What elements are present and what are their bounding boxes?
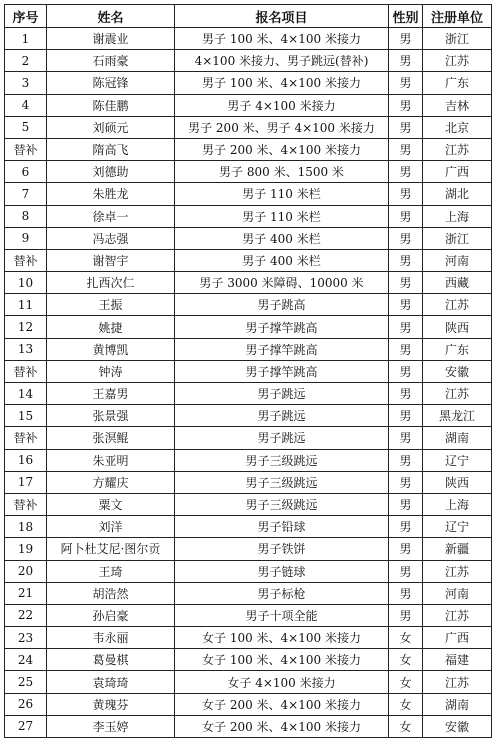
table-row: [5, 671, 492, 693]
table-row: [5, 316, 492, 338]
cell-number: 21: [5, 582, 47, 604]
cell-event: 男子标枪: [175, 582, 389, 604]
cell-name: 朱亚明: [47, 449, 175, 471]
cell-gender: 女: [389, 671, 423, 693]
cell-event: 男子 200 米、4×100 米接力: [175, 138, 389, 160]
cell-name: 陈佳鹏: [47, 94, 175, 116]
header-number: 序号: [5, 5, 47, 28]
cell-event: 男子 3000 米障碍、10000 米: [175, 272, 389, 294]
cell-gender: 男: [389, 316, 423, 338]
cell-gender: 男: [389, 383, 423, 405]
roster-table-container: [4, 4, 491, 738]
cell-event: 男子 200 米、男子 4×100 米接力: [175, 116, 389, 138]
cell-unit: 福建: [423, 649, 492, 671]
cell-event: 男子铁饼: [175, 538, 389, 560]
cell-name: 张溟鲲: [47, 427, 175, 449]
table-row: [5, 205, 492, 227]
cell-gender: 女: [389, 693, 423, 715]
header-row: [5, 5, 492, 28]
cell-name: 谢智宇: [47, 249, 175, 271]
cell-name: 王振: [47, 294, 175, 316]
cell-gender: 男: [389, 138, 423, 160]
cell-number: 替补: [5, 427, 47, 449]
cell-gender: 男: [389, 249, 423, 271]
table-row: [5, 116, 492, 138]
cell-name: 王嘉男: [47, 383, 175, 405]
cell-unit: 江苏: [423, 604, 492, 626]
cell-number: 2: [5, 50, 47, 72]
table-header: [5, 5, 492, 28]
cell-gender: 男: [389, 427, 423, 449]
cell-unit: 新疆: [423, 538, 492, 560]
cell-name: 冯志强: [47, 227, 175, 249]
table-row: [5, 649, 492, 671]
table-row: [5, 249, 492, 271]
cell-gender: 男: [389, 338, 423, 360]
cell-unit: 广西: [423, 627, 492, 649]
table-row: [5, 693, 492, 715]
cell-unit: 上海: [423, 205, 492, 227]
cell-name: 王琦: [47, 560, 175, 582]
table-row: [5, 471, 492, 493]
cell-name: 扎西次仁: [47, 272, 175, 294]
cell-event: 男子 4×100 米接力: [175, 94, 389, 116]
table-row: [5, 405, 492, 427]
table-row: [5, 294, 492, 316]
cell-event: 男子跳远: [175, 427, 389, 449]
cell-gender: 男: [389, 516, 423, 538]
cell-event: 男子铅球: [175, 516, 389, 538]
cell-number: 13: [5, 338, 47, 360]
table-row: [5, 272, 492, 294]
cell-unit: 广东: [423, 72, 492, 94]
cell-gender: 男: [389, 449, 423, 471]
cell-unit: 广西: [423, 161, 492, 183]
cell-number: 3: [5, 72, 47, 94]
header-event: 报名项目: [175, 5, 389, 28]
table-row: [5, 360, 492, 382]
table-row: [5, 28, 492, 50]
table-row: [5, 227, 492, 249]
cell-gender: 男: [389, 360, 423, 382]
cell-name: 谢震业: [47, 28, 175, 50]
cell-number: 4: [5, 94, 47, 116]
cell-unit: 浙江: [423, 227, 492, 249]
cell-event: 男子 800 米、1500 米: [175, 161, 389, 183]
cell-name: 粟文: [47, 493, 175, 515]
cell-unit: 西藏: [423, 272, 492, 294]
cell-number: 6: [5, 161, 47, 183]
cell-number: 7: [5, 183, 47, 205]
cell-number: 8: [5, 205, 47, 227]
table-row: [5, 715, 492, 737]
cell-unit: 江苏: [423, 50, 492, 72]
cell-name: 姚捷: [47, 316, 175, 338]
cell-name: 朱胜龙: [47, 183, 175, 205]
cell-gender: 男: [389, 72, 423, 94]
cell-name: 孙启豪: [47, 604, 175, 626]
cell-number: 替补: [5, 138, 47, 160]
table-row: [5, 161, 492, 183]
cell-unit: 黑龙江: [423, 405, 492, 427]
cell-unit: 河南: [423, 582, 492, 604]
cell-name: 钟涛: [47, 360, 175, 382]
table-body: [5, 28, 492, 738]
cell-unit: 湖南: [423, 427, 492, 449]
table-row: [5, 94, 492, 116]
cell-number: 16: [5, 449, 47, 471]
cell-name: 刘德助: [47, 161, 175, 183]
cell-number: 17: [5, 471, 47, 493]
cell-unit: 江苏: [423, 560, 492, 582]
cell-unit: 江苏: [423, 671, 492, 693]
cell-event: 男子跳高: [175, 294, 389, 316]
table-row: [5, 493, 492, 515]
cell-unit: 安徽: [423, 360, 492, 382]
cell-name: 袁琦琦: [47, 671, 175, 693]
cell-event: 男子 110 米栏: [175, 205, 389, 227]
cell-event: 男子跳远: [175, 405, 389, 427]
cell-event: 男子三级跳远: [175, 449, 389, 471]
cell-number: 10: [5, 272, 47, 294]
cell-gender: 男: [389, 294, 423, 316]
cell-number: 19: [5, 538, 47, 560]
cell-number: 24: [5, 649, 47, 671]
roster-table: [4, 4, 492, 738]
cell-gender: 男: [389, 538, 423, 560]
cell-number: 1: [5, 28, 47, 50]
cell-gender: 男: [389, 183, 423, 205]
cell-name: 胡浩然: [47, 582, 175, 604]
cell-gender: 男: [389, 116, 423, 138]
cell-unit: 北京: [423, 116, 492, 138]
cell-name: 方耀庆: [47, 471, 175, 493]
cell-event: 男子 100 米、4×100 米接力: [175, 28, 389, 50]
cell-name: 张景强: [47, 405, 175, 427]
cell-number: 替补: [5, 493, 47, 515]
cell-gender: 女: [389, 627, 423, 649]
cell-number: 5: [5, 116, 47, 138]
table-row: [5, 138, 492, 160]
table-row: [5, 627, 492, 649]
cell-name: 刘洋: [47, 516, 175, 538]
cell-gender: 男: [389, 205, 423, 227]
cell-event: 男子 100 米、4×100 米接力: [175, 72, 389, 94]
cell-name: 石雨豪: [47, 50, 175, 72]
cell-unit: 辽宁: [423, 449, 492, 471]
table-row: [5, 427, 492, 449]
table-row: [5, 560, 492, 582]
cell-unit: 江苏: [423, 383, 492, 405]
cell-name: 李玉婷: [47, 715, 175, 737]
cell-name: 黄博凯: [47, 338, 175, 360]
cell-name: 阿卜杜艾尼·图尔贡: [47, 538, 175, 560]
table-row: [5, 538, 492, 560]
cell-unit: 辽宁: [423, 516, 492, 538]
cell-number: 26: [5, 693, 47, 715]
cell-gender: 男: [389, 405, 423, 427]
cell-event: 男子撑竿跳高: [175, 316, 389, 338]
cell-unit: 河南: [423, 249, 492, 271]
cell-event: 男子撑竿跳高: [175, 360, 389, 382]
cell-gender: 男: [389, 560, 423, 582]
cell-unit: 陕西: [423, 316, 492, 338]
cell-unit: 广东: [423, 338, 492, 360]
cell-event: 女子 200 米、4×100 米接力: [175, 693, 389, 715]
header-gender: 性别: [389, 5, 423, 28]
cell-name: 徐卓一: [47, 205, 175, 227]
table-row: [5, 449, 492, 471]
cell-number: 12: [5, 316, 47, 338]
cell-unit: 浙江: [423, 28, 492, 50]
header-unit: 注册单位: [423, 5, 492, 28]
cell-name: 葛曼棋: [47, 649, 175, 671]
cell-event: 男子三级跳远: [175, 493, 389, 515]
cell-event: 男子跳远: [175, 383, 389, 405]
cell-name: 韦永丽: [47, 627, 175, 649]
cell-event: 男子十项全能: [175, 604, 389, 626]
cell-event: 男子撑竿跳高: [175, 338, 389, 360]
cell-unit: 江苏: [423, 294, 492, 316]
cell-gender: 男: [389, 272, 423, 294]
table-row: [5, 50, 492, 72]
cell-gender: 男: [389, 28, 423, 50]
cell-event: 男子链球: [175, 560, 389, 582]
cell-number: 20: [5, 560, 47, 582]
table-row: [5, 582, 492, 604]
cell-gender: 男: [389, 94, 423, 116]
cell-name: 刘硕元: [47, 116, 175, 138]
table-row: [5, 604, 492, 626]
cell-unit: 江苏: [423, 138, 492, 160]
cell-number: 9: [5, 227, 47, 249]
cell-name: 隋高飞: [47, 138, 175, 160]
cell-event: 女子 200 米、4×100 米接力: [175, 715, 389, 737]
cell-gender: 男: [389, 471, 423, 493]
cell-number: 25: [5, 671, 47, 693]
cell-gender: 男: [389, 50, 423, 72]
cell-event: 男子 110 米栏: [175, 183, 389, 205]
cell-number: 22: [5, 604, 47, 626]
cell-number: 14: [5, 383, 47, 405]
header-name: 姓名: [47, 5, 175, 28]
cell-unit: 安徽: [423, 715, 492, 737]
cell-event: 女子 4×100 米接力: [175, 671, 389, 693]
cell-event: 4×100 米接力、男子跳远(替补): [175, 50, 389, 72]
cell-gender: 男: [389, 493, 423, 515]
cell-event: 女子 100 米、4×100 米接力: [175, 627, 389, 649]
cell-unit: 吉林: [423, 94, 492, 116]
cell-number: 替补: [5, 249, 47, 271]
cell-number: 18: [5, 516, 47, 538]
cell-gender: 女: [389, 649, 423, 671]
cell-event: 女子 100 米、4×100 米接力: [175, 649, 389, 671]
table-row: [5, 183, 492, 205]
cell-gender: 男: [389, 582, 423, 604]
cell-gender: 女: [389, 715, 423, 737]
cell-event: 男子 400 米栏: [175, 249, 389, 271]
table-row: [5, 383, 492, 405]
table-row: [5, 516, 492, 538]
cell-name: 黄瑰芬: [47, 693, 175, 715]
cell-number: 替补: [5, 360, 47, 382]
cell-unit: 湖南: [423, 693, 492, 715]
cell-number: 23: [5, 627, 47, 649]
cell-number: 15: [5, 405, 47, 427]
cell-unit: 上海: [423, 493, 492, 515]
cell-event: 男子三级跳远: [175, 471, 389, 493]
cell-name: 陈冠锋: [47, 72, 175, 94]
cell-gender: 男: [389, 227, 423, 249]
cell-number: 27: [5, 715, 47, 737]
cell-unit: 湖北: [423, 183, 492, 205]
cell-number: 11: [5, 294, 47, 316]
cell-gender: 男: [389, 604, 423, 626]
cell-event: 男子 400 米栏: [175, 227, 389, 249]
cell-gender: 男: [389, 161, 423, 183]
table-row: [5, 72, 492, 94]
table-row: [5, 338, 492, 360]
cell-unit: 陕西: [423, 471, 492, 493]
